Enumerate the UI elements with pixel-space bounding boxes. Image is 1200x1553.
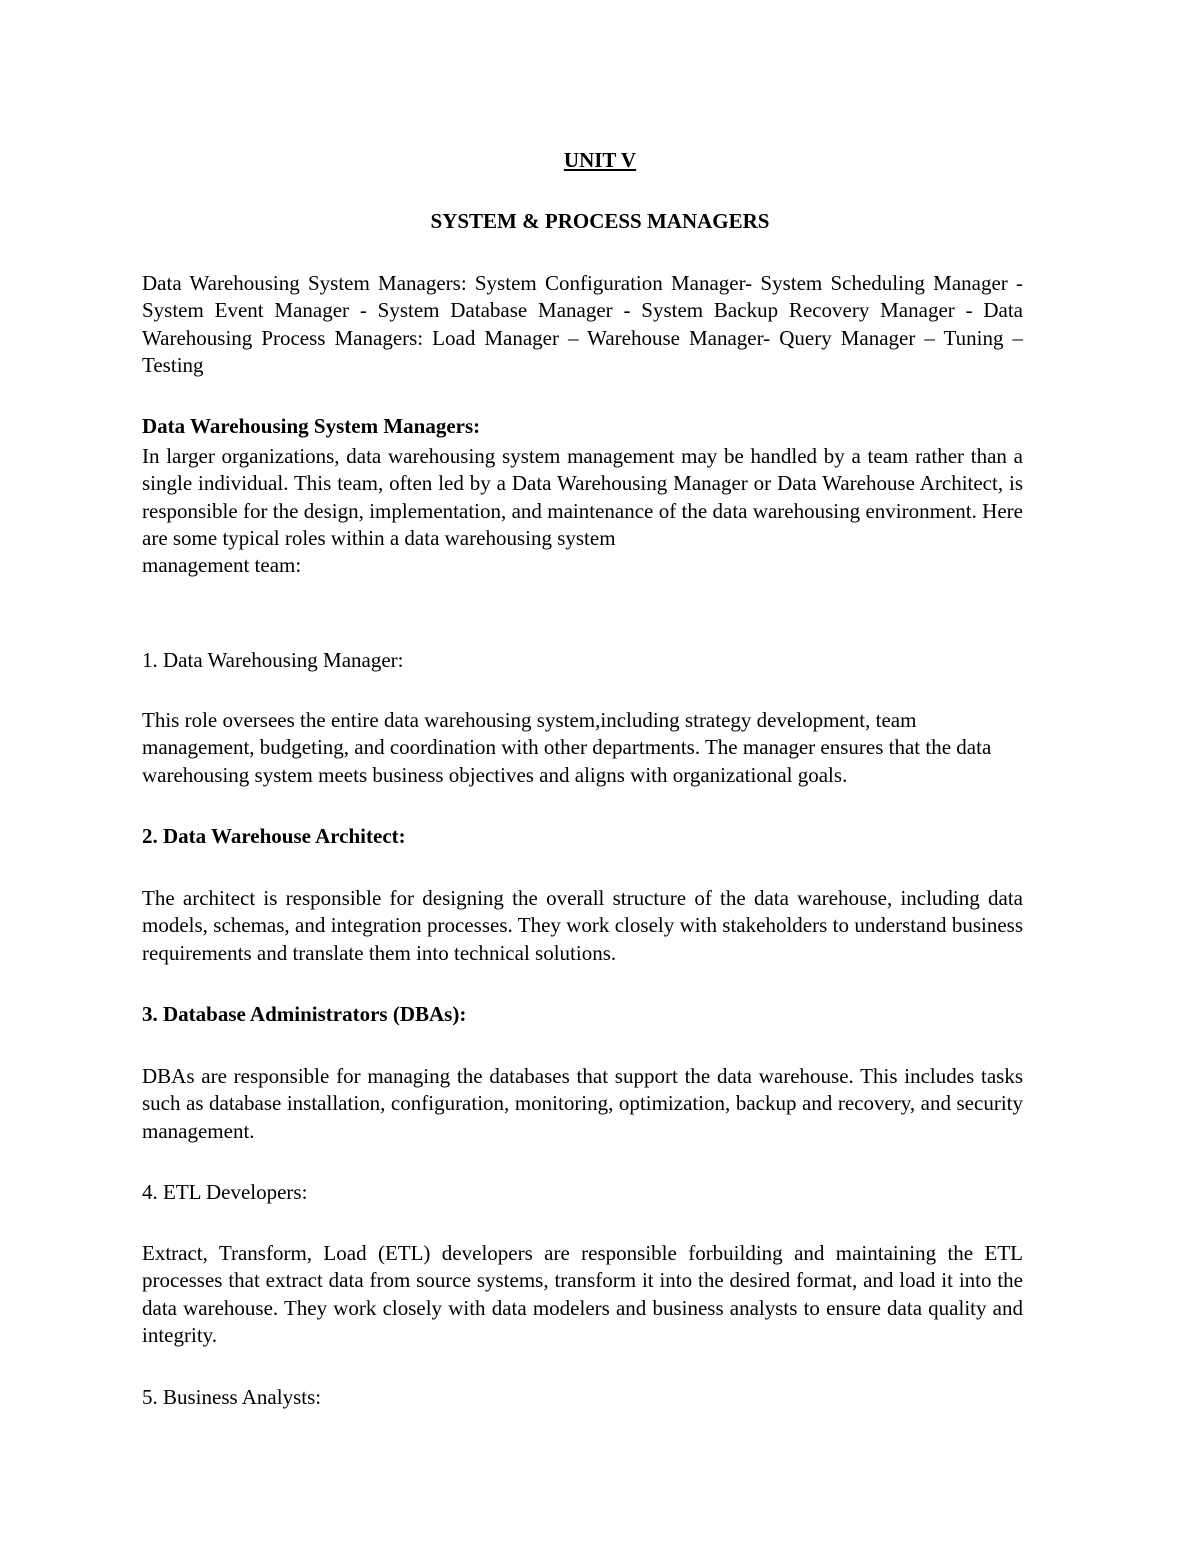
role-5-heading: 5. Business Analysts:: [142, 1385, 322, 1409]
role-1-body: This role oversees the entire data warehousing system,including strategy development, team management, budgeting, and coordination with other departments. The manager ensures that the data warehousing system meets business objectives and aligns with organizational goals.: [142, 708, 992, 787]
role-2-body: The architect is responsible for designing the overall structure of the data warehouse, including data models, schemas, and integration processes. They work closely with stakeholders to understand business requirements and translate them into technical solutions.: [142, 886, 1023, 965]
intro-text: In larger organizations, data warehousing system management may be handled by a team rather than a single individual. This team, often led by a Data Warehousing Manager or Data Warehouse Architect, is responsible for the design, implementation, and maintenance of the data warehousing environment. Here are some typical roles within a data warehousing system: [142, 444, 1023, 550]
intro-tail-text: management team:: [142, 553, 302, 578]
role-3-heading: 3. Database Administrators (DBAs):: [142, 1002, 467, 1026]
role-4-body: Extract, Transform, Load (ETL) developers are responsible forbuilding and maintaining the ETL processes that extract data from source systems, transform it into the desired format, and load it into the data warehouse. They work closely with data modelers and business analysts to ensure data quality and integrity.: [142, 1241, 1023, 1347]
role-4-heading: 4. ETL Developers:: [142, 1180, 308, 1204]
dw-system-managers-intro: [142, 443, 1023, 579]
dw-system-managers-heading: Data Warehousing System Managers:: [142, 414, 481, 438]
unit-title: UNIT V: [563, 148, 637, 172]
role-1-heading: 1. Data Warehousing Manager:: [142, 648, 404, 672]
syllabus-paragraph: Data Warehousing System Managers: System Configuration Manager- System Scheduling Manager - System Event Manager - System Database Manager - System Backup Recovery Manager - Data Warehousing Process Managers: Load Manager – Warehouse Manager- Query Manager – Tuning – Testing: [142, 271, 1023, 377]
role-2-heading: 2. Data Warehouse Architect:: [142, 824, 406, 848]
section-title: SYSTEM & PROCESS MANAGERS: [430, 209, 770, 233]
role-3-body: DBAs are responsible for managing the databases that support the data warehouse. This includes tasks such as database installation, configuration, monitoring, optimization, backup and recovery, and security management.: [142, 1064, 1023, 1143]
